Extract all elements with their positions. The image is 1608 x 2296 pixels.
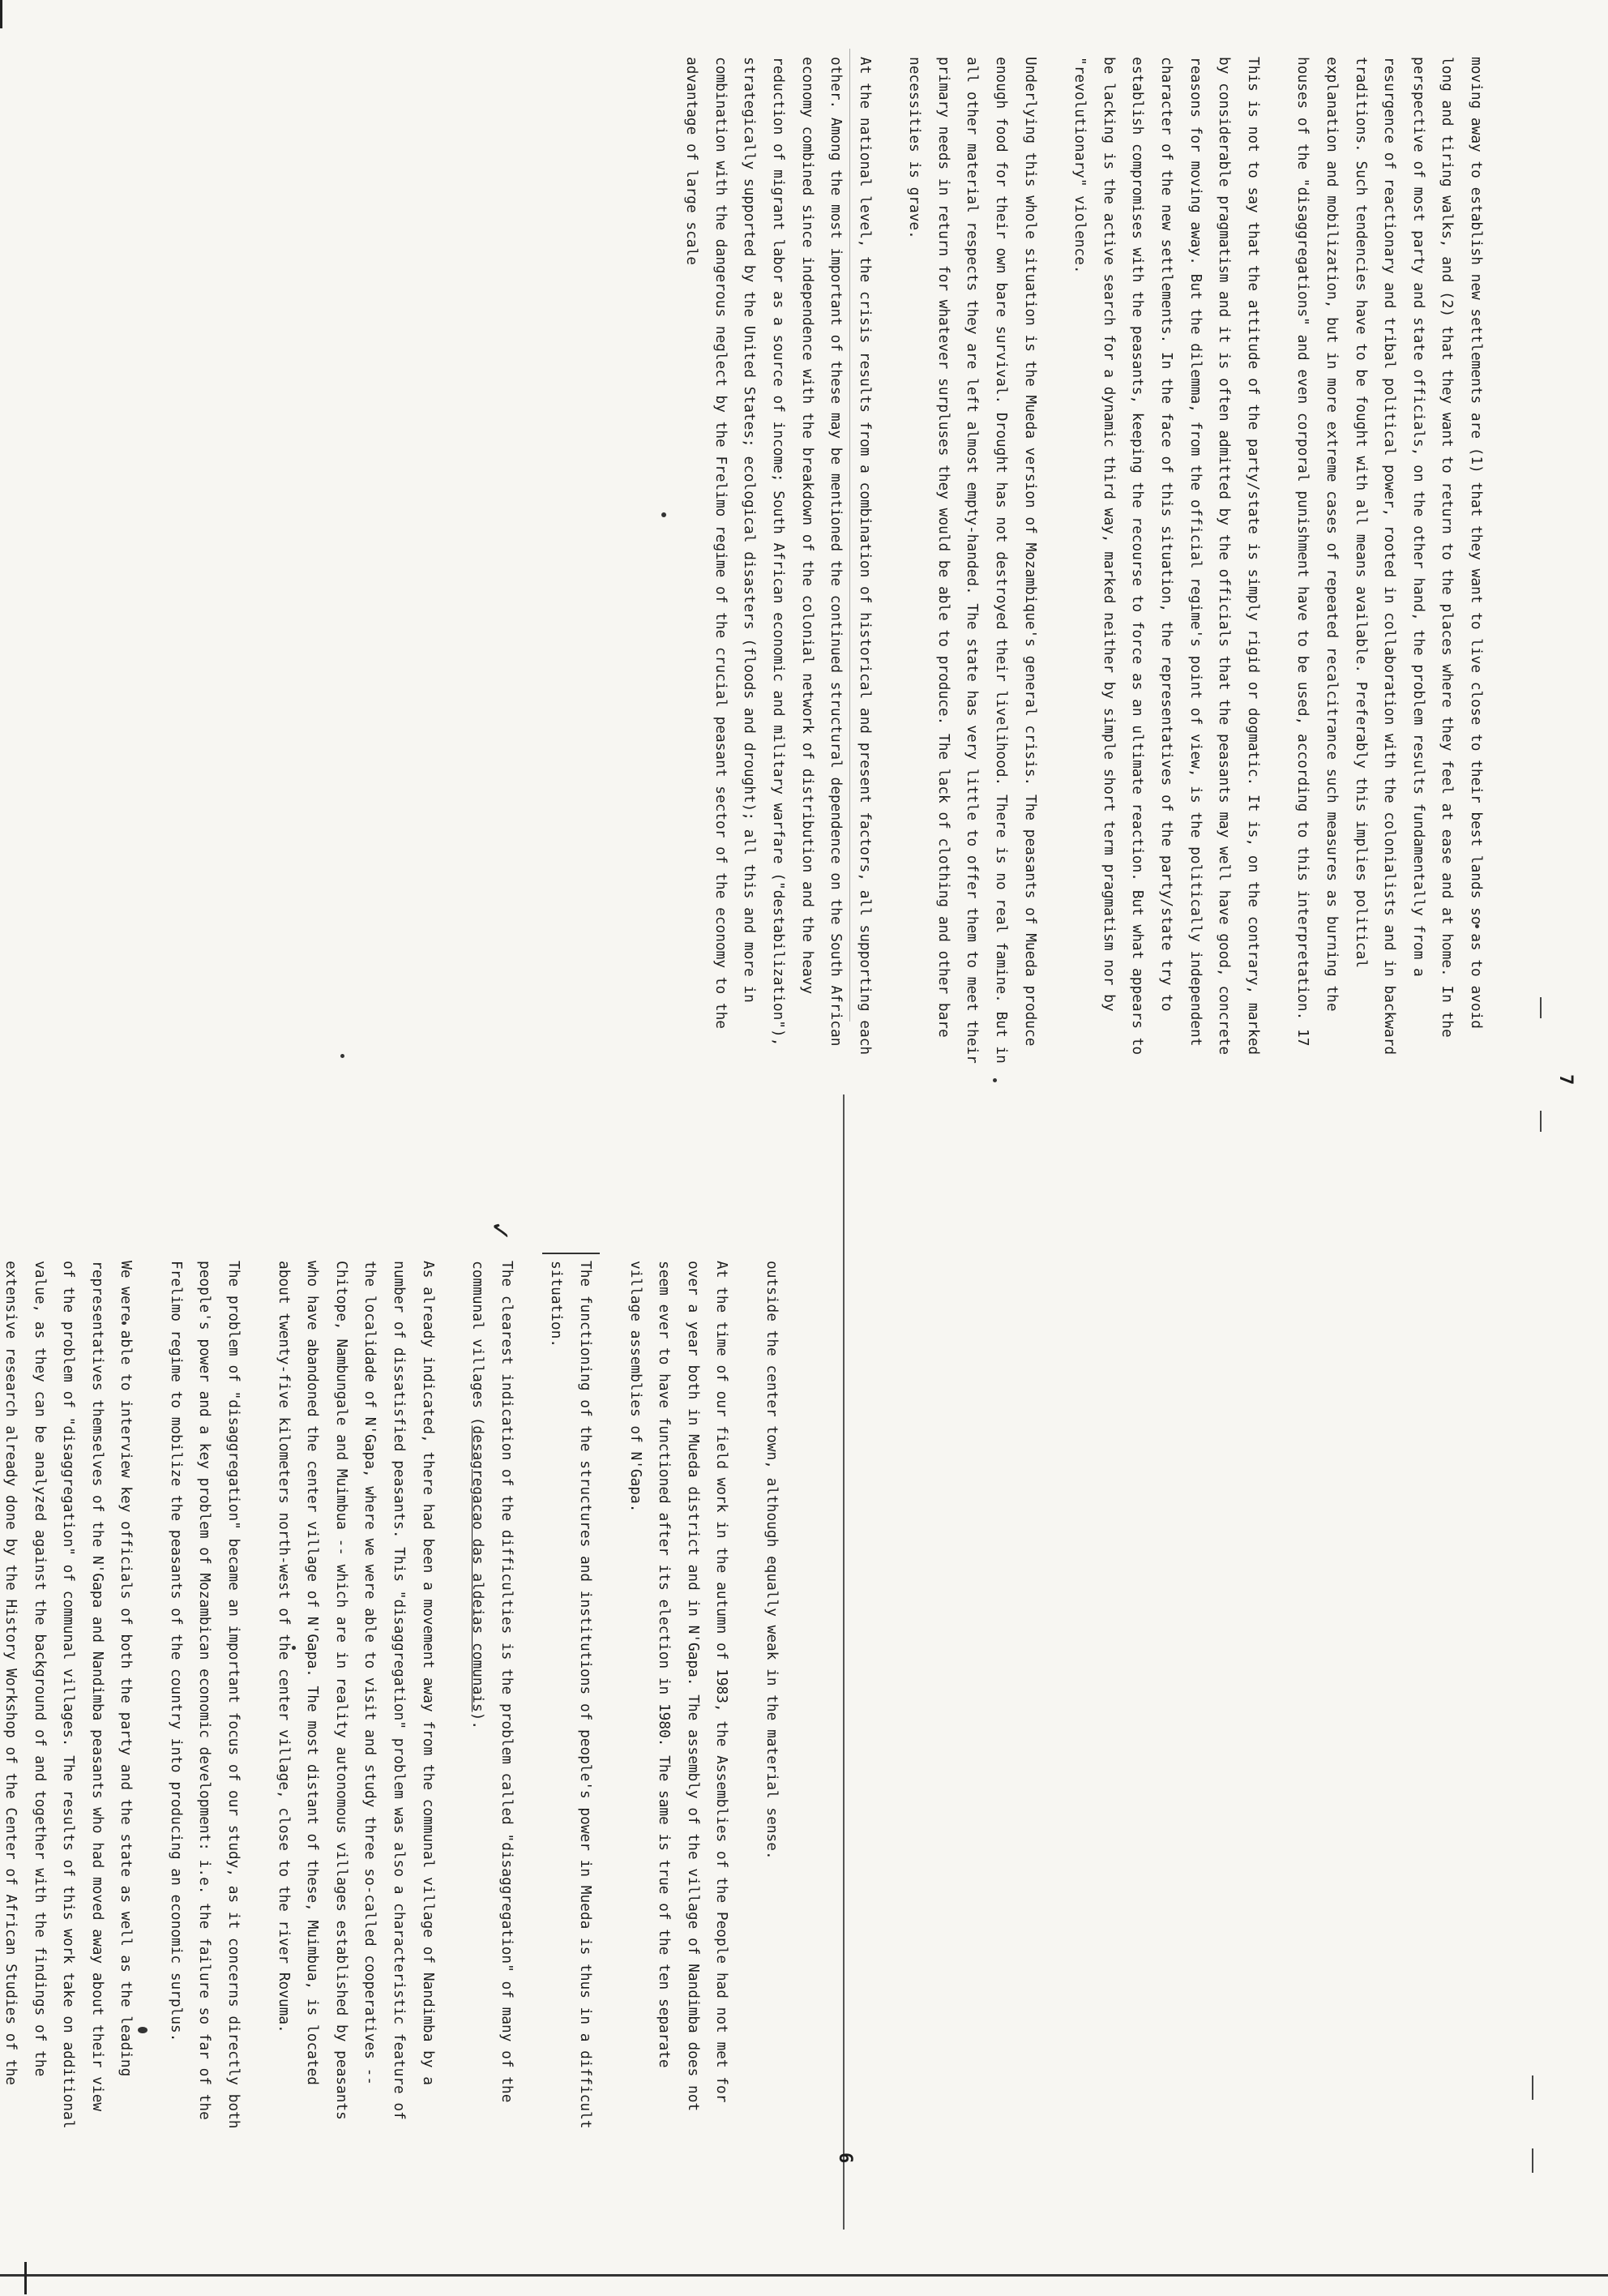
- paragraph: moving away to establish new settlements are (1) that they want to live close to their best lands so as to avoid long and tiring walks, and (2) that they want to return to the places where they feel at ease and at home. In the perspective of most party and state officials, on the other hand, the problem results fundamentally from a resurgence of reactionary and tribal political power, rooted in collaboration with the colonialists and in backward traditions. Such tendencies have to be fought with all means available. Preferably this implies political explanation and mobilization, but in more extreme cases of repeated recalcitrance such measures as burning the houses of the "disaggregations" and even corporal punishment have to be used, according to this interpretation. 17: [1294, 57, 1485, 1056]
- page-6-text: [0, 1222, 786, 2136]
- top-left-corner: [0, 0, 2, 28]
- paragraph: At the national level, the crisis results from a combination of historical and present factors, all supporting each other. Among the most important of these may be mentioned the continued structural dependence on the South African economy combined since independence with the breakdown of the colonial network of distribution and the heavy reduction of migrant labor as a source of income; South African economic and military warfare ("destabilization"), strategically supported by the United States; ecological disasters (floods and drought); all this and more in combination with the dangerous neglect by the Frelimo regime of the crucial peasant sector of the economy to the advantage of large scale: [683, 57, 874, 1056]
- check-mark: ✓: [483, 1222, 517, 1240]
- page-number: 7: [1555, 1074, 1576, 1086]
- paragraph: outside the center town, although equally weak in the material sense.: [763, 1261, 780, 1860]
- underlined-term: desagregacao das aldeias comunais: [469, 1425, 487, 1712]
- page-6: [2, 1099, 892, 2247]
- page-7: [683, 0, 1608, 1148]
- paragraph: The functioning of the structures and institutions of people's power in Mueda is thus in a difficult situation.: [542, 1253, 600, 2136]
- paragraph: Underlying this whole situation is the Mueda version of Mozambique's general crisis. The peasants of Mueda produce enough food for their own bare survival. Drought has not destroyed their livelihood. There is no real famine. But in all other material respects they are left almost empty-handed. The state has very little to offer them to meet their primary needs in return for whatever surpluses they would be able to produce. The lack of clothing and other bare necessities is grave.: [906, 57, 1039, 1064]
- paragraph: The problem of "disaggregation" became an important focus of our study, as it concerns directly both people's power and a key problem of Mozambican economic development: i.e. the failure so far of the Frelimo regime to mobilize the peasants of the country into producing an economic surplus.: [167, 1261, 243, 2129]
- paragraph: We were able to interview key officials of both the party and the state as well as the leading representatives themselves of the N'Gapa and Nandimba peasants who had moved away about their view of the problem of "disaggregation" of communal villages. The results of this work take on additional value, as they can be analyzed against the background of and together with the findings of the extensive research already done by the History Workshop of the Center of African Studies of the: [2, 1261, 135, 2129]
- margin-tick: [1532, 2148, 1533, 2173]
- text-run: The clearest indication of the difficulties is the problem called "disaggregation" of many of the communal villages (: [469, 1261, 515, 2103]
- speck: [340, 1054, 344, 1058]
- left-edge-mark: [24, 2262, 27, 2294]
- text-run: ).: [469, 1711, 487, 1730]
- page-7-text: [656, 57, 1490, 1070]
- paragraph-clearest: [464, 1222, 521, 2136]
- margin-tick: [1532, 2075, 1533, 2100]
- bottom-edge: [0, 2274, 1608, 2277]
- paragraph: At the time of our field work in the autumn of 1983, the Assemblies of the People had not met for over a year both in Mueda district and in N'Gapa. The assembly of the village of Nandimba does not seem ever to have functioned after its election in 1980. The same is true of the ten separate village assemblies of N'Gapa.: [627, 1261, 731, 2112]
- page-number: 6: [835, 2152, 855, 2164]
- paragraph: This is not to say that the attitude of the party/state is simply rigid or dogmatic. It is, on the contrary, marked by considerable pragmatism and it is often admitted by the officials that the peasants may well have good, concrete reasons for moving away. But the dilemma, from the official regime's point of view, is the politically independent character of the new settlements. In the face of this situation, the representatives of the party/state try to establish compromises with the peasants, keeping the recourse to force as an ultimate reaction. But what appears to be lacking is the active search for a dynamic third way, marked neither by simple short term pragmatism nor by "revolutionary" violence.: [1071, 57, 1262, 1056]
- paragraph: As already indicated, there had been a movement away from the communal village of Nandimba by a number of dissatisfied peasants. This "disaggregation" problem was also a characteristic feature of the localidade of N'Gapa, where we were able to visit and study three so-called cooperatives -- Chitope, Nambungale and Muimbua -- which are in reality autonomous villages established by peasants who have abandoned the center village of N'Gapa. The most distant of these, Muimbua, is located about twenty-five kilometers north-west of the center village, close to the river Rovuma.: [275, 1261, 437, 2120]
